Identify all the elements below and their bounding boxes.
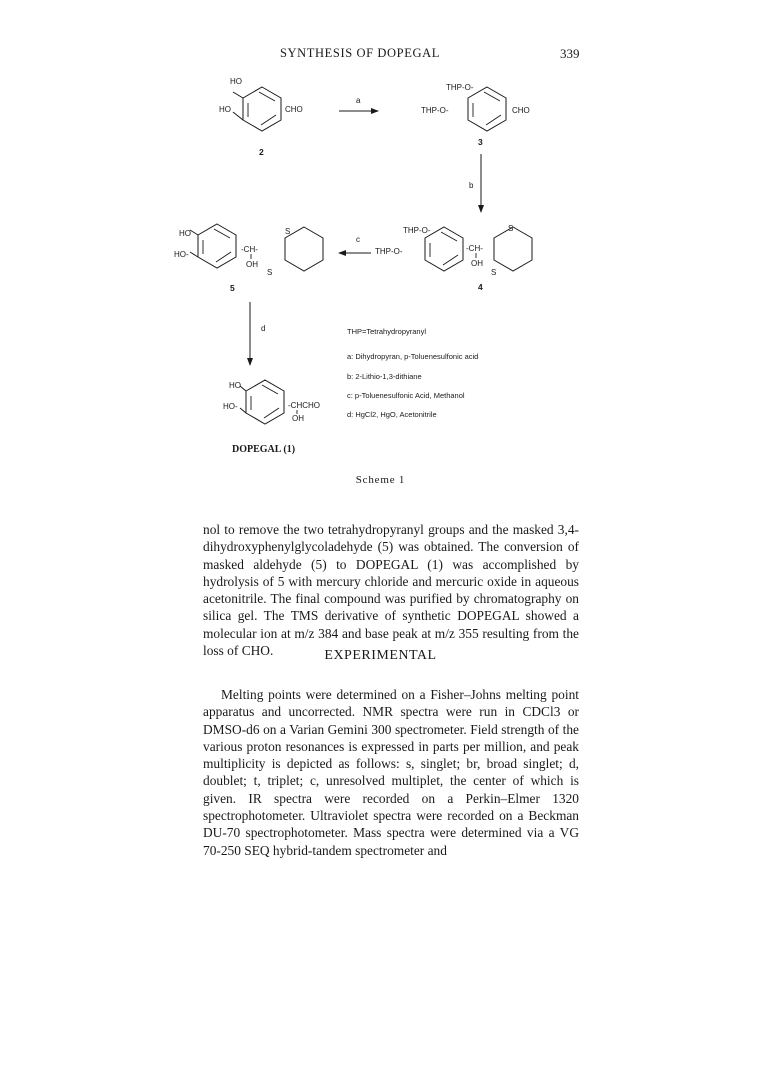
- compound-3-structure: [421, 83, 530, 147]
- compound-number-5: 5: [230, 283, 235, 293]
- page-number: 339: [560, 46, 580, 61]
- body-paragraph-2: Melting points were determined on a Fisher–Johns melting point apparatus and uncorrected. NMR spectra were run in CDCl3 or DMSO-d6 on a Varian Gemini 300 spectrometer. Field strength of the various proton resonances is expressed in parts per million, and peak multiplicity is depicted as follows: s, singlet; br, broad singlet; d, doublet; t, triplet; c, unresolved multiplet, the center of which is given. IR spectra were recorded on a Perkin–Elmer 1320 spectrophotometer. Ultraviolet spectra were recorded on a Beckman DU-70 spectrophotometer. Mass spectra were determined via a VG 70-250 SEQ hybrid-tandem spectrometer and: [203, 687, 579, 858]
- legend-step-d: d: HgCl2, HgO, Acetonitrile: [347, 410, 437, 419]
- legend-step-a: a: Dihydropyran, p-Toluenesulfonic acid: [347, 352, 479, 361]
- compound-5-structure: [174, 224, 323, 293]
- atom-label: THP-O-: [421, 106, 449, 115]
- reagent-legend: [347, 327, 478, 419]
- scheme-caption: Scheme 1: [355, 474, 406, 486]
- legend-step-b: b: 2-Lithio-1,3-dithiane: [347, 372, 422, 381]
- atom-label: OH: [246, 260, 258, 269]
- section-heading-experimental: EXPERIMENTAL: [324, 648, 437, 663]
- step-label-d: d: [261, 324, 266, 333]
- step-label-b: b: [469, 181, 474, 190]
- compound-number-3: 3: [478, 137, 483, 147]
- atom-label: THP-O-: [446, 83, 474, 92]
- atom-label: S: [508, 224, 514, 233]
- atom-label: S: [285, 227, 291, 236]
- atom-label: HO: [179, 229, 191, 238]
- atom-label: HO: [219, 105, 231, 114]
- legend-abbreviation: THP=Tetrahydropyranyl: [347, 327, 426, 336]
- compound-2-structure: [219, 77, 303, 157]
- compound-number-2: 2: [259, 147, 264, 157]
- running-title: SYNTHESIS OF DOPEGAL: [280, 46, 440, 60]
- atom-label: HO-: [174, 250, 189, 259]
- atom-label: HO: [229, 381, 241, 390]
- compound-name-dopegal: DOPEGAL (1): [232, 444, 296, 455]
- atom-label: -CH-: [241, 245, 258, 254]
- step-label-a: a: [356, 96, 361, 105]
- reaction-scheme: [0, 0, 761, 500]
- atom-label: -CH-: [466, 244, 483, 253]
- compound-4-structure: [375, 224, 532, 292]
- legend-step-c: c: p-Toluenesulfonic Acid, Methanol: [347, 391, 465, 400]
- atom-label: HO: [230, 77, 242, 86]
- atom-label: OH: [292, 414, 304, 423]
- compound-1-structure: [223, 380, 320, 455]
- atom-label: S: [267, 268, 273, 277]
- compound-number-4: 4: [478, 282, 483, 292]
- body-paragraph-1: nol to remove the two tetrahydropyranyl groups and the masked 3,4-dihydroxyphenylglycoladehyde (5) was obtained. The conversion of masked aldehyde (5) to DOPEGAL (1) was accomplished by hydrolysis of 5 with mercury chloride and mercuric oxide in aqueous acetonitrile. The final compound was purified by chromatography on silica gel. The TMS derivative of synthetic DOPEGAL showed a molecular ion at m/z 384 and base peak at m/z 355 resulting from the loss of CHO.: [203, 522, 579, 659]
- atom-label: S: [491, 268, 497, 277]
- atom-label: CHO: [512, 106, 530, 115]
- step-label-c: c: [356, 235, 360, 244]
- atom-label: THP-O-: [375, 247, 403, 256]
- atom-label: OH: [471, 259, 483, 268]
- atom-label: HO-: [223, 402, 238, 411]
- atom-label: -CHCHO: [288, 401, 320, 410]
- atom-label: CHO: [285, 105, 303, 114]
- atom-label: THP-O-: [403, 226, 431, 235]
